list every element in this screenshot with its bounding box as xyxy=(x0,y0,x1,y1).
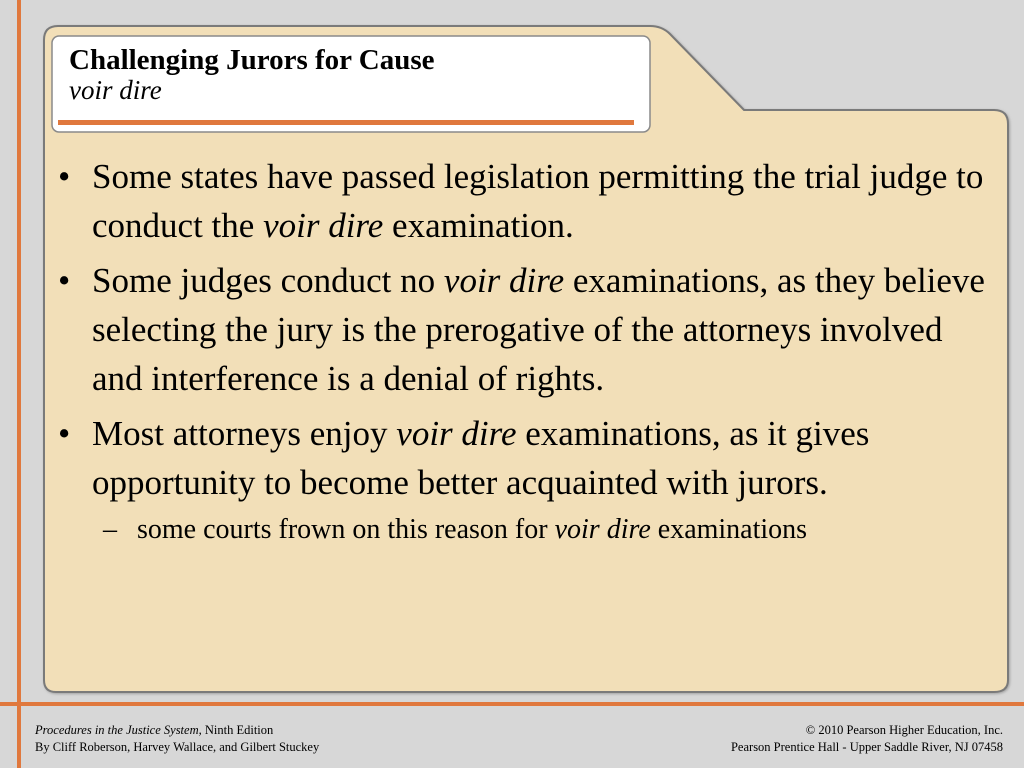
footer-book-title: Procedures in the Justice System, xyxy=(35,723,202,737)
sub-bullet-text: some courts frown on this reason for xyxy=(137,514,555,545)
footer-edition: Ninth Edition xyxy=(201,723,274,737)
bullet-item xyxy=(55,409,985,507)
bullet-item xyxy=(55,256,985,403)
sub-bullet-text-after: examinations xyxy=(650,514,808,545)
bullet-marker: • xyxy=(58,157,71,196)
footer-authors: By Cliff Roberson, Harvey Wallace, and Gilbert Stuckey xyxy=(35,740,320,754)
bullet-text: Some states have passed legislation permitting the trial judge to conduct the xyxy=(92,157,984,245)
slide-content xyxy=(55,152,985,549)
footer-publisher: Pearson Prentice Hall - Upper Saddle River, NJ 07458 xyxy=(730,740,1003,754)
sub-bullet-item xyxy=(55,511,985,549)
footer-copyright: © 2010 Pearson Higher Education, Inc. xyxy=(805,723,1003,737)
footer-accent-bar xyxy=(0,702,1024,706)
bullet-marker: • xyxy=(58,414,71,453)
footer-left xyxy=(35,722,319,756)
title-underline xyxy=(58,120,634,125)
bullet-text-after: examinations, as they believe selecting the jury is the prerogative of the attorneys involved and interference is a denial of rights. xyxy=(92,261,985,398)
bullet-marker: • xyxy=(58,261,71,300)
slide-title: Challenging Jurors for Cause xyxy=(69,44,435,76)
bullet-emphasis: voir dire xyxy=(443,261,565,300)
footer-book-line xyxy=(35,722,319,739)
bullet-emphasis: voir dire xyxy=(396,414,517,453)
bullet-text-after: examination. xyxy=(383,206,574,245)
title-tab xyxy=(52,36,650,132)
bullet-item xyxy=(55,152,985,250)
sub-bullet-emphasis: voir dire xyxy=(554,514,651,545)
bullet-text-after: examinations, as it gives opportunity to become better acquainted with jurors. xyxy=(92,414,870,502)
bullet-emphasis: voir dire xyxy=(263,206,384,245)
slide-subtitle: voir dire xyxy=(69,75,162,105)
sub-bullet-marker: – xyxy=(103,514,117,545)
footer-right xyxy=(731,722,1003,756)
bullet-text: Some judges conduct no xyxy=(92,261,444,300)
bullet-text: Most attorneys enjoy xyxy=(92,414,397,453)
